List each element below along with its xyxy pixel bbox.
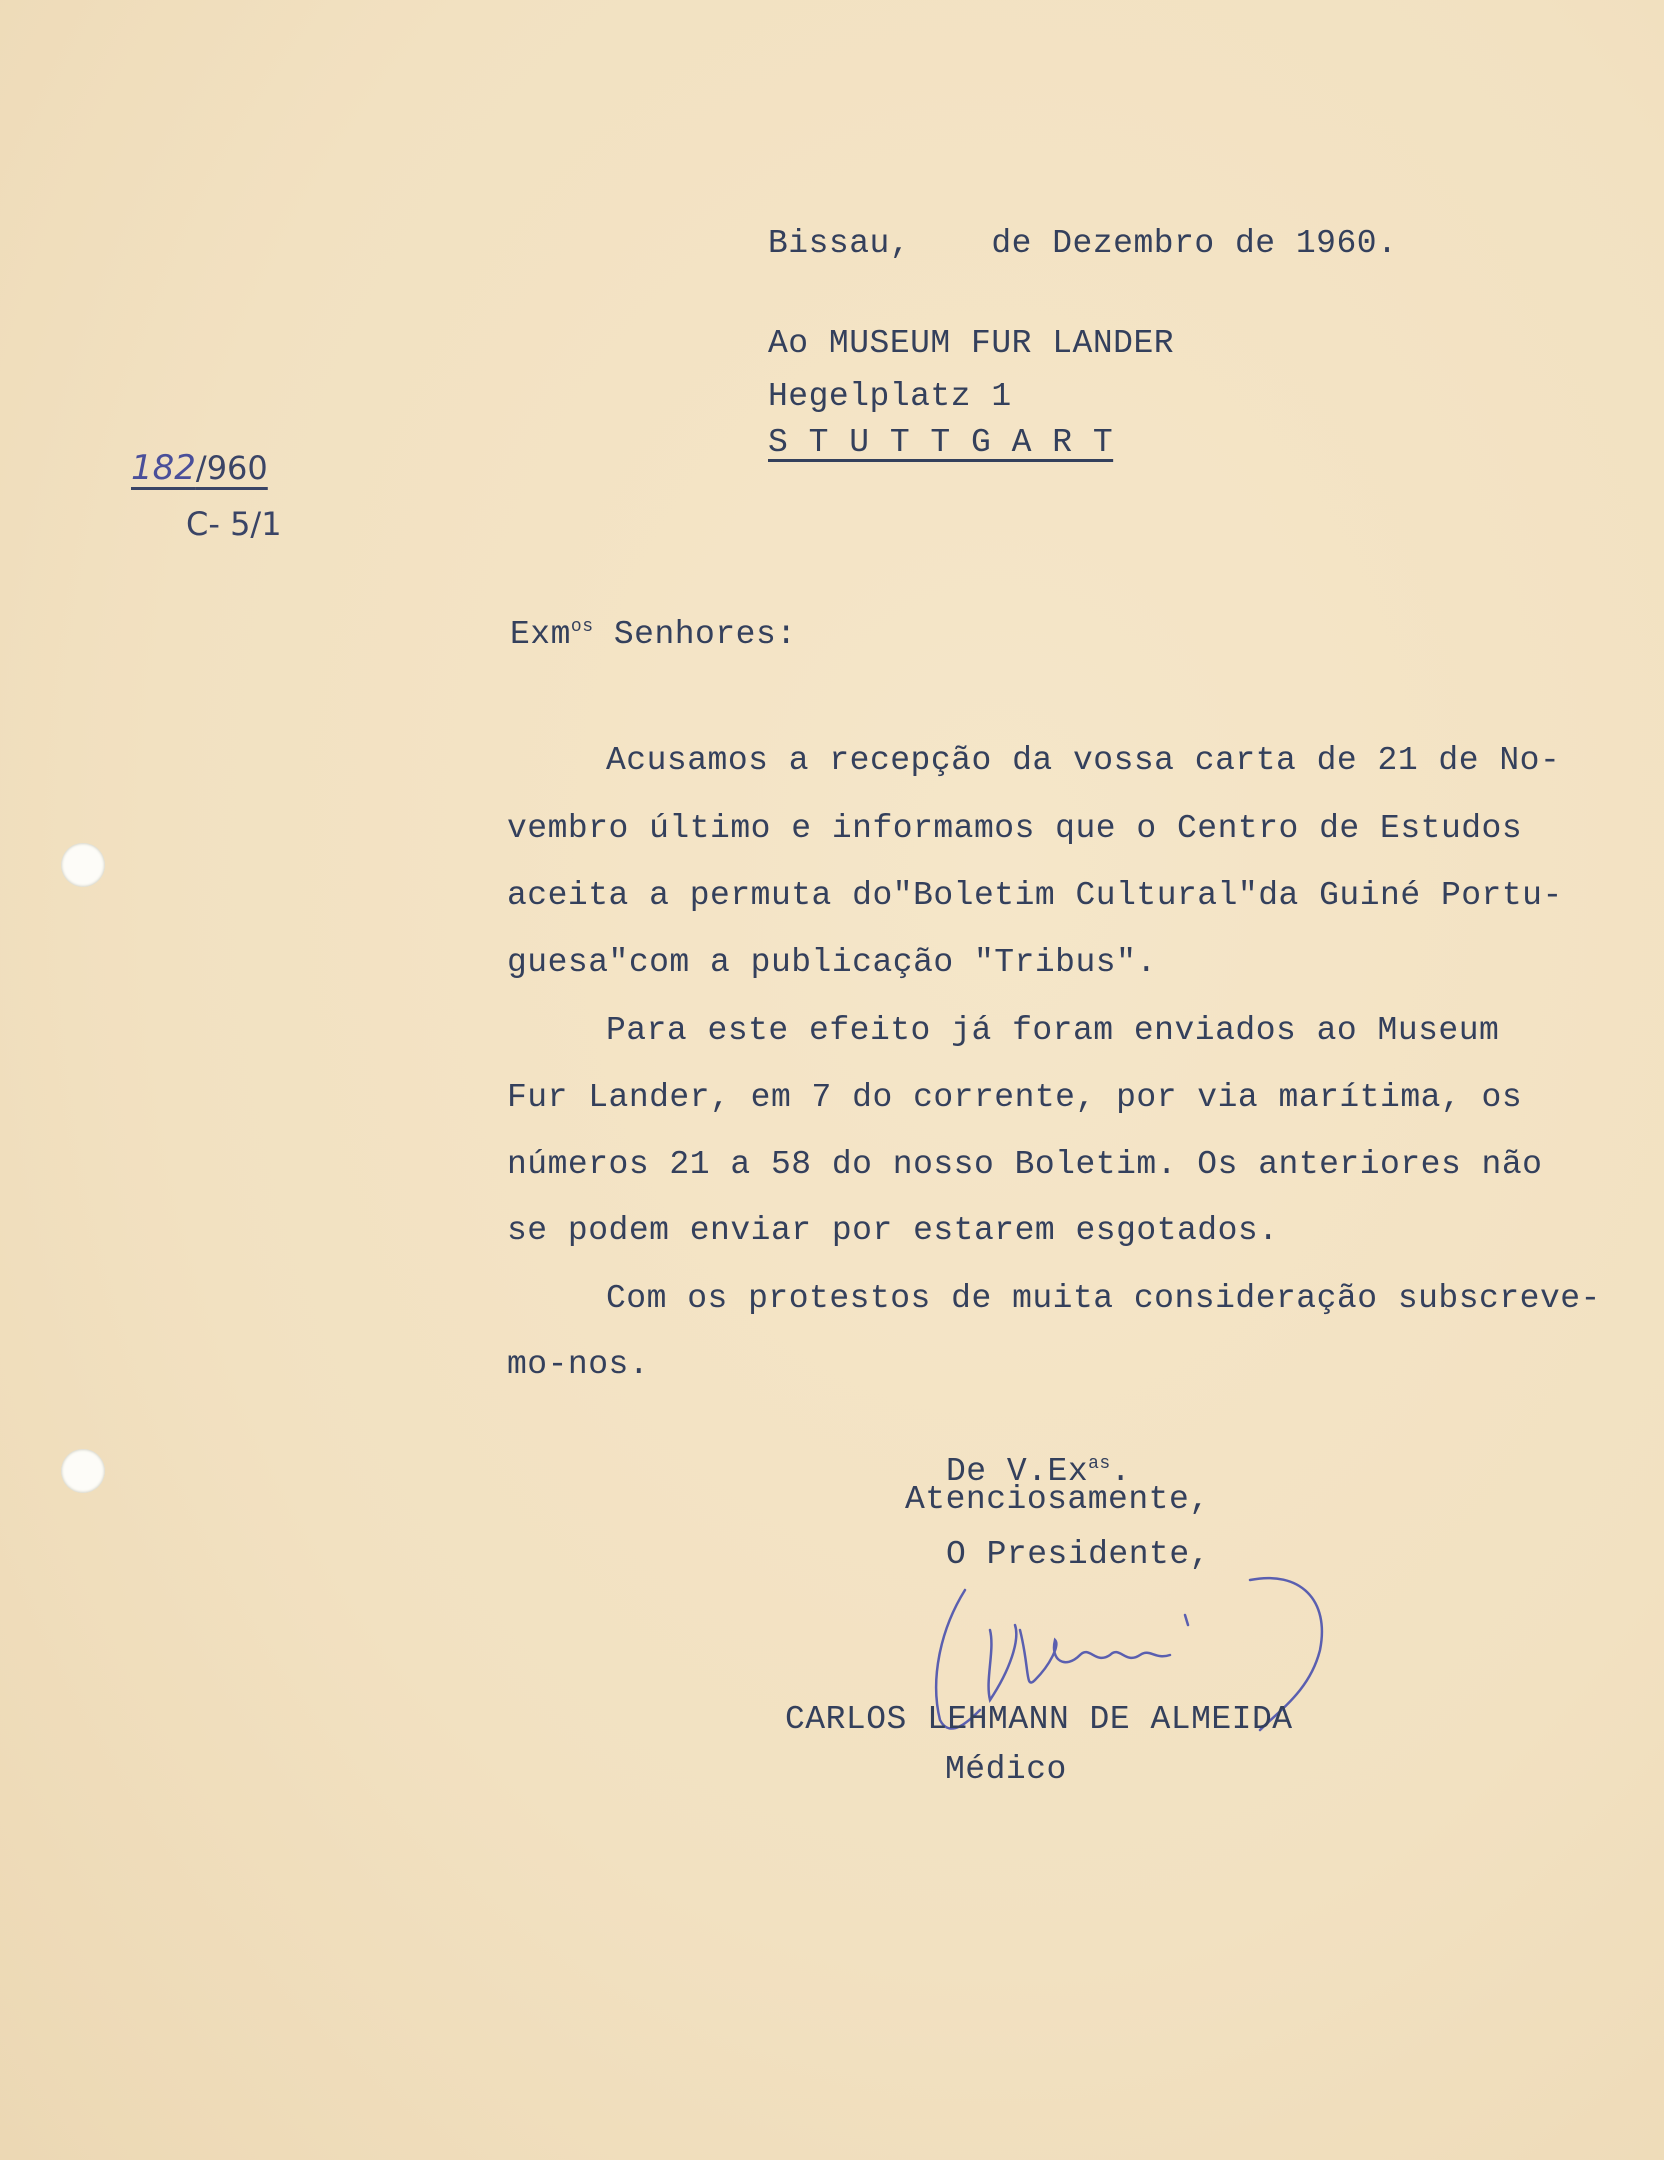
signatory-name: CARLOS LEHMANN DE ALMEIDA xyxy=(785,1701,1293,1738)
body-line: Para este efeito já foram enviados ao Museum xyxy=(606,1012,1500,1049)
recipient-line-1: Ao MUSEUM FUR LANDER xyxy=(768,325,1175,362)
closing-regards: Atenciosamente, xyxy=(905,1481,1210,1518)
handwritten-number: 182 xyxy=(131,448,196,488)
body-line: Com os protestos de muita consideração subscreve- xyxy=(606,1280,1601,1317)
signatory-profession: Médico xyxy=(945,1751,1067,1788)
closing-title: O Presidente, xyxy=(946,1536,1210,1573)
punch-hole-top xyxy=(61,843,105,887)
body-line: Fur Lander, em 7 do corrente, por via marítima, os xyxy=(507,1079,1523,1116)
salutation-sup: os xyxy=(570,617,594,637)
body-line: se podem enviar por estarem esgotados. xyxy=(507,1212,1279,1249)
salutation-prefix: Exm xyxy=(510,616,571,653)
salutation xyxy=(510,607,797,655)
closing-de-sup: as xyxy=(1088,1454,1111,1474)
body-line: Acusamos a recepção da vossa carta de 21 de No- xyxy=(606,742,1561,779)
closing-de-prefix: De V.Ex xyxy=(946,1453,1089,1490)
body-line: mo-nos. xyxy=(507,1346,650,1383)
reference-number xyxy=(131,448,268,488)
reference-year: /960 xyxy=(195,449,268,487)
reference-code: C- 5/1 xyxy=(186,505,282,543)
recipient-line-2: Hegelplatz 1 xyxy=(768,378,1012,415)
body-line: números 21 a 58 do nosso Boletim. Os anteriores não xyxy=(507,1146,1543,1183)
body-line: aceita a permuta do"Boletim Cultural"da Guiné Portu- xyxy=(507,877,1563,914)
body-line: vembro último e informamos que o Centro de Estudos xyxy=(507,810,1523,847)
date-line: Bissau, de Dezembro de 1960. xyxy=(768,225,1398,262)
closing-de-suffix: . xyxy=(1110,1453,1132,1490)
body-line: guesa"com a publicação "Tribus". xyxy=(507,944,1157,981)
recipient-city: S T U T T G A R T xyxy=(768,424,1114,461)
salutation-rest: Senhores: xyxy=(593,616,797,653)
punch-hole-bottom xyxy=(61,1449,105,1493)
